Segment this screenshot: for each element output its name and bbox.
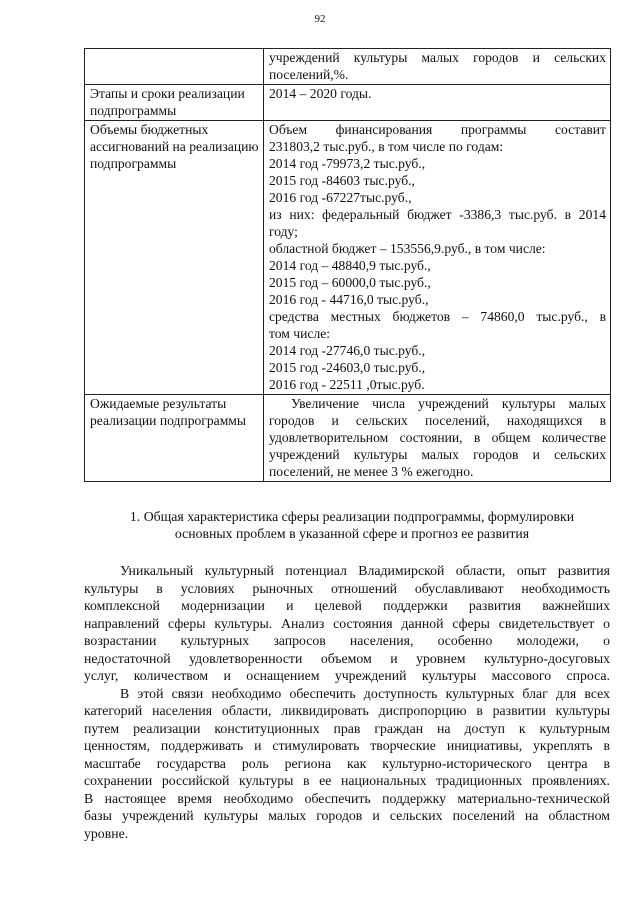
table-text-line: удовлетворительном состоянии, в общем количестве xyxy=(269,430,606,445)
row-value-stages xyxy=(264,85,611,121)
text-line: сохранении российской культуры в ее национальных традиционных проявлениях. xyxy=(84,773,610,788)
table-text-line: из них: федеральный бюджет -3386,3 тыс.руб. в 2014 xyxy=(269,207,606,222)
table-text-line: поселений,%. xyxy=(269,67,349,82)
section-heading-line: 1. Общая характеристика сферы реализации подпрограммы, формулировки xyxy=(129,509,575,524)
table-text-line: 2016 год -67227тыс.руб., xyxy=(269,190,412,205)
text-line: категорий населения области, ликвидировать диспропорцию в развитии культуры xyxy=(84,703,610,718)
text-line: услуг, количеством и оснащением учреждений культуры массового спроса. xyxy=(84,668,610,683)
text-line: недостаточной удовлетворенности объемом и уровнем культурно-досуговых xyxy=(84,650,610,666)
row-label-results: Ожидаемые результаты реализации подпрограммы xyxy=(85,395,264,482)
table-text-line: 2016 год - 22511 ,0тыс.руб. xyxy=(269,377,425,392)
table-text-line: областной бюджет – 153556,9.руб., в том числе: xyxy=(269,241,546,256)
text-line: комплексной модернизации и целевой поддержки развития важнейших xyxy=(84,598,610,613)
text-line: В этой связи необходимо обеспечить доступность культурных благ для всех xyxy=(120,685,610,701)
table-row xyxy=(85,395,611,482)
text-line: Уникальный культурный потенциал Владимирской области, опыт развития xyxy=(120,563,610,578)
text-line: базы учреждений культуры малых городов и сельских поселений на областном xyxy=(84,808,610,823)
table-text-line: Увеличение числа учреждений культуры малых xyxy=(291,396,606,411)
body-text xyxy=(84,562,610,842)
row-value xyxy=(264,49,611,85)
table-row xyxy=(85,49,611,85)
text-line: ценностям, поддерживать и стимулировать творческие инициативы, укреплять в xyxy=(84,738,610,753)
row-value-budget xyxy=(264,121,611,395)
table-text-line: 2014 год – 48840,9 тыс.руб., xyxy=(269,258,431,273)
table-text-line: Объем финансирования программы составит xyxy=(269,122,606,137)
text-line: направлений сферы культуры. Анализ состояния данной сферы свидетельствует о xyxy=(84,615,610,631)
table-text-line: 2015 год – 60000,0 тыс.руб., xyxy=(269,275,431,290)
row-label-budget: Объемы бюджетных ассигнований на реализацию подпрограммы xyxy=(85,121,264,395)
table-text-line: 2014 год -79973,2 тыс.руб., xyxy=(269,156,426,171)
table-text-line: году; xyxy=(269,224,298,239)
table-text-line: 2015 год -24603,0 тыс.руб., xyxy=(269,360,426,375)
section-heading xyxy=(92,508,612,542)
table-text-line: средства местных бюджетов – 74860,0 тыс.руб., в xyxy=(269,309,606,324)
table-text-line: учреждений культуры малых городов и сельских xyxy=(269,447,606,462)
text-line: культуры в условиях рыночных отношений обуславливают необходимость xyxy=(84,580,610,596)
table-text-line: 2016 год - 44716,0 тыс.руб., xyxy=(269,292,429,307)
paragraph xyxy=(84,685,610,843)
table-text-line: 231803,2 тыс.руб., в том числе по годам: xyxy=(269,139,504,154)
table-text-line: учреждений культуры малых городов и сельских xyxy=(269,50,606,65)
table-text-line: 2015 год -84603 тыс.руб., xyxy=(269,173,415,188)
table-text-line: 2014 год -27746,0 тыс.руб., xyxy=(269,343,426,358)
paragraph xyxy=(84,562,610,685)
text-line: возрастании культурных запросов населения, особенно молодежи, о xyxy=(84,633,610,648)
table-text-line: том числе: xyxy=(269,326,331,341)
table-row xyxy=(85,121,611,395)
subprogram-passport-table xyxy=(84,48,611,482)
row-value-results xyxy=(264,395,611,482)
text-line: В настоящее время необходимо обеспечить поддержку материально-технической xyxy=(84,790,610,806)
table-row xyxy=(85,85,611,121)
row-label xyxy=(85,49,264,85)
text-line: масштабе государства роль региона как культурно-исторического центра в xyxy=(84,755,610,771)
text-line: путем реализации конституционных прав граждан на доступ к культурным xyxy=(84,720,610,736)
text-line: уровне. xyxy=(84,825,129,841)
page-number: 92 xyxy=(314,13,326,25)
table-text-line: 2014 – 2020 годы. xyxy=(269,86,372,101)
section-heading-line: основных проблем в указанной сфере и прогноз ее развития xyxy=(174,526,530,541)
row-label-stages: Этапы и сроки реализации подпрограммы xyxy=(85,85,264,121)
table-text-line: городов и сельских поселений, находящихся в xyxy=(269,413,606,428)
table-text-line: поселений, не менее 3 % ежегодно. xyxy=(269,464,474,479)
